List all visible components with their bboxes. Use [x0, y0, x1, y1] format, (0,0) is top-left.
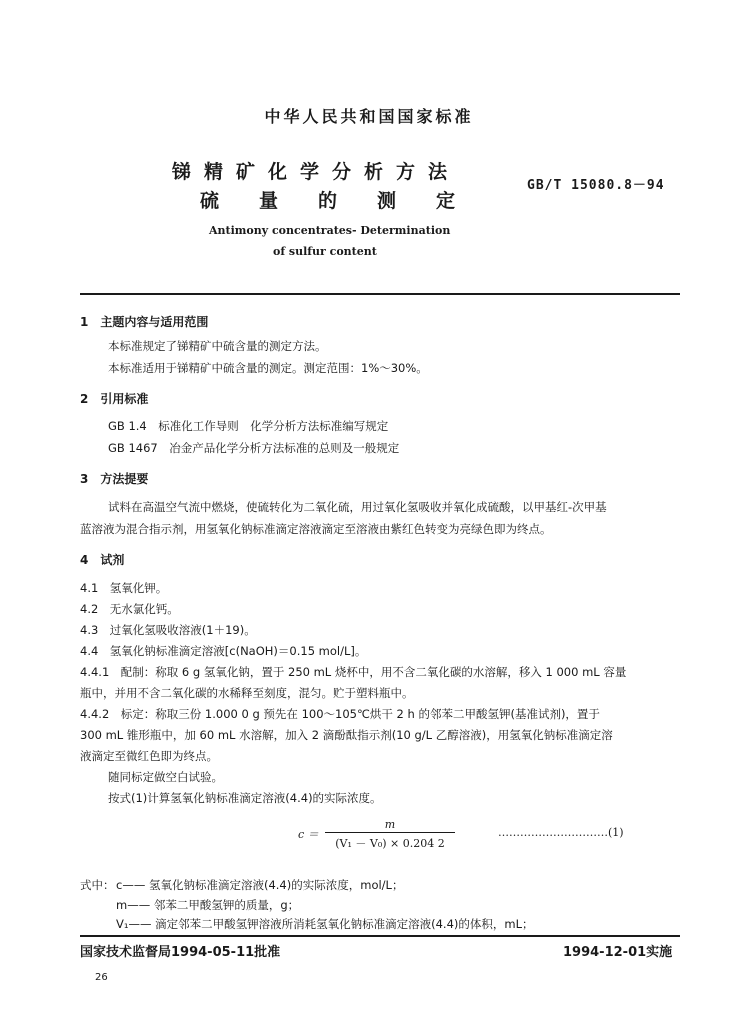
- reagent-4-4: 4.4 氢氧化钠标准滴定溶液[c(NaOH)＝0.15 mol/L]。: [80, 644, 367, 658]
- reagent-4-4-2-line-3: 液滴定至微红色即为终点。: [80, 749, 218, 763]
- section-3-line-1: 试料在高温空气流中燃烧，使硫转化为二氧化硫，用过氧化氢吸收并氧化成硫酸，以甲基红-次甲基: [108, 500, 607, 514]
- reagent-4-3: 4.3 过氧化氢吸收溶液(1＋19)。: [80, 623, 256, 637]
- header-divider: [80, 293, 680, 295]
- legend-intro: 式中：: [80, 878, 115, 892]
- section-1-heading: 1 主题内容与适用范围: [80, 315, 209, 329]
- section-1-para-1: 本标准规定了锑精矿中硫含量的测定方法。: [108, 339, 327, 353]
- issuing-organization: 中华人民共和国国家标准: [264, 107, 474, 126]
- english-title-line1: Antimony concentrates- Determination: [209, 224, 451, 237]
- section-3-line-2: 蓝溶液为混合指示剂，用氢氧化钠标准滴定溶液滴定至溶液由紫红色转变为亮绿色即为终点。: [80, 522, 552, 536]
- section-3-heading: 3 方法提要: [80, 472, 149, 486]
- approval-date: 国家技术监督局1994-05-11批准: [80, 945, 281, 960]
- formula-numerator: m: [325, 818, 455, 833]
- legend-m: m—— 邻苯二甲酸氢钾的质量，g；: [116, 898, 300, 912]
- reference-gb-1-4: GB 1.4 标准化工作导则 化学分析方法标准编写规定: [108, 419, 389, 433]
- page-number: 26: [95, 972, 108, 983]
- section-4-heading: 4 试剂: [80, 553, 125, 567]
- english-title-line2: of sulfur content: [273, 245, 377, 258]
- section-2-heading: 2 引用标准: [80, 392, 149, 406]
- section-1-para-2: 本标准适用于锑精矿中硫含量的测定。测定范围：1%～30%。: [108, 361, 428, 375]
- reference-gb-1467: GB 1467 冶金产品化学分析方法标准的总则及一般规定: [108, 441, 400, 455]
- effective-date: 1994-12-01实施: [563, 945, 673, 960]
- reagent-4-4-2-line-4: 随同标定做空白试验。: [108, 770, 223, 784]
- footer-divider: [80, 935, 680, 937]
- legend-c: c—— 氢氧化钠标准滴定溶液(4.4)的实际浓度，mol/L；: [116, 878, 404, 892]
- reagent-4-4-2-line-5: 按式(1)计算氢氧化钠标准滴定溶液(4.4)的实际浓度。: [108, 791, 382, 805]
- reagent-4-4-2-line-2: 300 mL 锥形瓶中，加 60 mL 水溶解，加入 2 滴酚酞指示剂(10 g/L 乙醇溶液)，用氢氧化钠标准滴定溶: [80, 728, 613, 742]
- reagent-4-4-1-line-1: 4.4.1 配制：称取 6 g 氢氧化钠，置于 250 mL 烧杯中，用不含二氧化碳的水溶解，移入 1 000 mL 容量: [80, 665, 627, 679]
- legend-v1: V₁—— 滴定邻苯二甲酸氢钾溶液所消耗氢氧化钠标准滴定溶液(4.4)的体积，mL；: [116, 917, 534, 931]
- reagent-4-4-1-line-2: 瓶中，并用不含二氧化碳的水稀释至刻度，混匀。贮于塑料瓶中。: [80, 686, 414, 700]
- chinese-title-line2: 硫量的测定: [200, 190, 496, 212]
- formula-lhs: c ＝: [298, 828, 319, 841]
- formula-denominator: (V₁ － V₀) × 0.204 2: [335, 837, 445, 850]
- formula-number: …………………………(1): [498, 826, 624, 839]
- formula-fraction: [325, 818, 455, 851]
- reagent-4-1: 4.1 氢氧化钾。: [80, 581, 168, 595]
- reagent-4-4-2-line-1: 4.4.2 标定：称取三份 1.000 0 g 预先在 100～105℃烘干 2 h 的邻苯二甲酸氢钾(基准试剂)，置于: [80, 707, 600, 721]
- chinese-title-line1: 锑精矿化学分析方法: [172, 161, 461, 183]
- standard-code: GB/T 15080.8－94: [527, 178, 665, 193]
- reagent-4-2: 4.2 无水氯化钙。: [80, 602, 179, 616]
